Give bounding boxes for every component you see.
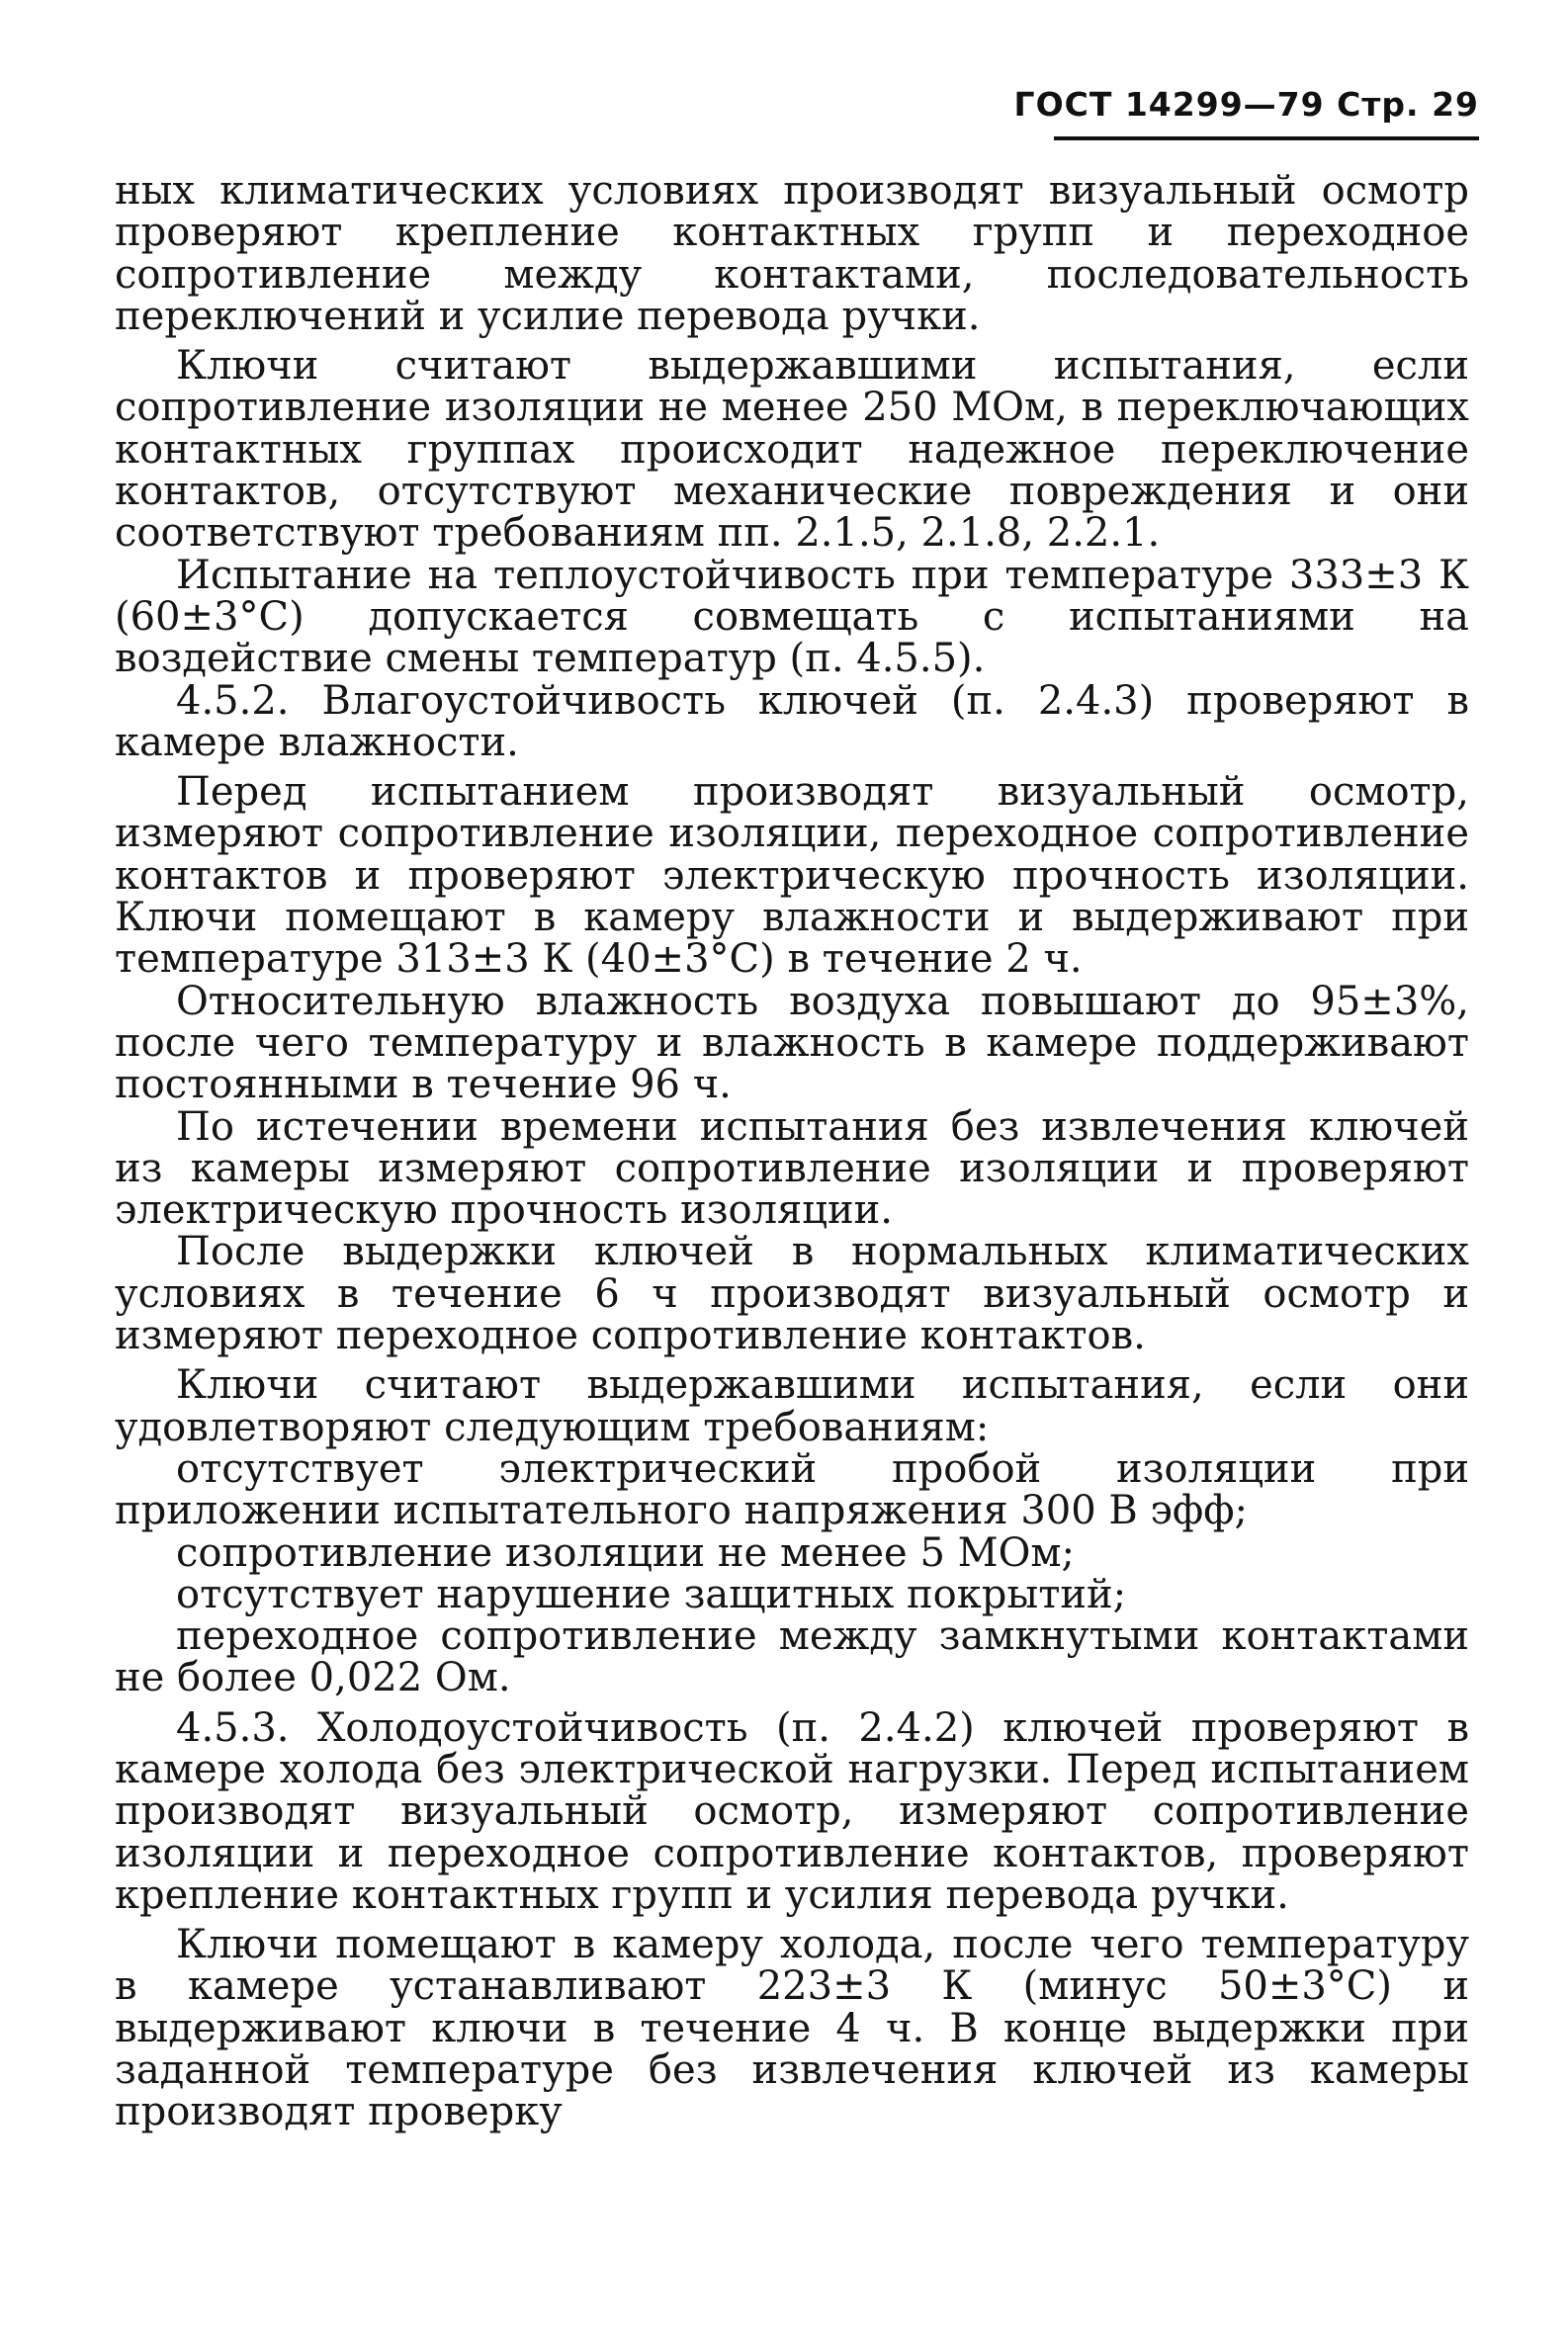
paragraph: Относительную влажность воздуха повышают до 95±3%, после чего температуру и влажность в камере поддерживают постоянными в течение 96 ч.: [115, 978, 1469, 1108]
requirement-item: сопротивление изоляции не менее 5 МОм;: [176, 1529, 1075, 1576]
body-text: [115, 170, 1469, 2133]
paragraph: Испытание на теплоустойчивость при температуре 333±3 К (60±3°С) допускается совмещать с испытаниями на воздействие смены температур (п. 4.5.5).: [115, 552, 1469, 682]
paragraph: Ключи считают выдержавшими испытания, если они удовлетворяют следующим требованиям:: [115, 1362, 1469, 1450]
requirement-item: переходное сопротивление между замкнутыми контактами не более 0,022 Ом.: [115, 1613, 1469, 1701]
requirement-item: отсутствует электрический пробой изоляции при приложении испытательного напряжения 300 В эфф;: [115, 1445, 1469, 1534]
standard-number: ГОСТ 14299—79: [1013, 85, 1325, 124]
paragraph: Ключи считают выдержавшими испытания, если сопротивление изоляции не менее 250 МОм, в переключающих контактных группах происходит надежное переключение контактов, отсутствуют механические повреждения и они соответствуют требованиям пп. 2.1.5, 2.1.8, 2.2.1.: [115, 343, 1469, 557]
paragraph: Ключи помещают в камеру холода, после чего температуру в камере устанавливают 223±3 К (минус 50±3°С) и выдерживают ключи в течение 4 ч. В конце выдержки при заданной температуре без извлечения ключей из камеры производят проверку: [115, 1922, 1469, 2135]
requirement-item: отсутствует нарушение защитных покрытий;: [176, 1571, 1127, 1617]
paragraph: После выдержки ключей в нормальных климатических условиях в течение 6 ч производят визуальный осмотр и измеряют переходное сопротивление контактов.: [115, 1229, 1469, 1359]
paragraph: По истечении времени испытания без извлечения ключей из камеры измеряют сопротивление изоляции и проверяют электрическую прочность изоляции.: [115, 1103, 1469, 1234]
header-rule: [1054, 136, 1479, 140]
paragraph: ных климатических условиях производят визуальный осмотр проверяют крепление контактных групп и переходное сопротивление между контактами, последовательность переключений и усилие перевода ручки.: [115, 168, 1469, 339]
page-number: Стр. 29: [1337, 85, 1479, 124]
paragraph: Перед испытанием производят визуальный осмотр, измеряют сопротивление изоляции, переходное сопротивление контактов и проверяют электрическую прочность изоляции. Ключи помещают в камеру влажности и выдерживают при температуре 313±3 К (40±3°С) в течение 2 ч.: [115, 769, 1469, 983]
section-paragraph: 4.5.3. Холодоустойчивость (п. 2.4.2) ключей проверяют в камере холода без электрической нагрузки. Перед испытанием производят визуальный осмотр, измеряют сопротивление изоляции и переходное сопротивление контактов, проверяют крепление контактных групп и усилия перевода ручки.: [115, 1704, 1469, 1918]
page-header: [1014, 85, 1479, 124]
section-paragraph: 4.5.2. Влагоустойчивость ключей (п. 2.4.3) проверяют в камере влажности.: [115, 677, 1469, 765]
